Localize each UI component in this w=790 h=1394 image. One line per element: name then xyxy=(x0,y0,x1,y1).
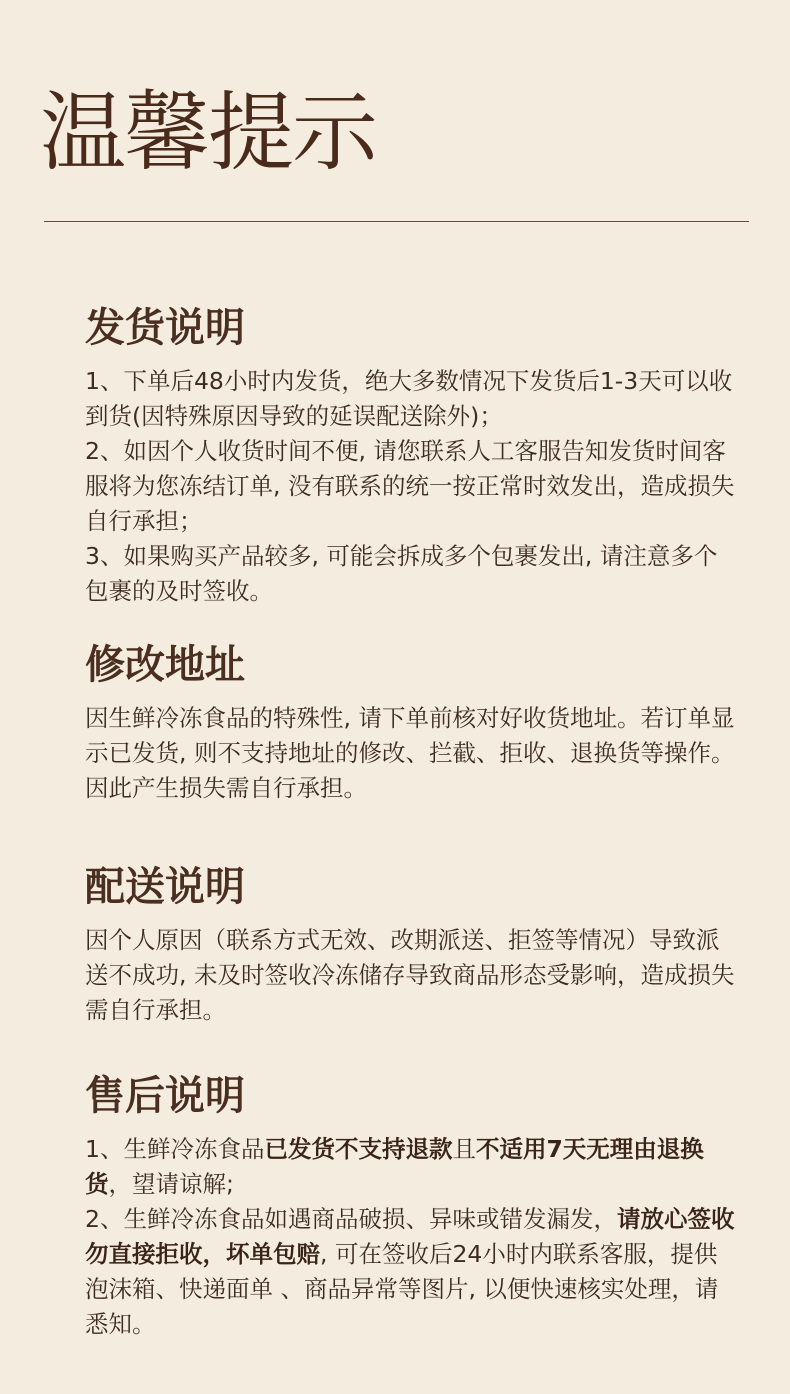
aftersale-l1-b: 已发货不支持退款 xyxy=(264,1135,453,1163)
shipping-line-3: 3、如果购买产品较多, 可能会拆成多个包裹发出, 请注意多个包裹的及时签收。 xyxy=(85,542,718,605)
page-title: 温馨提示 xyxy=(40,83,376,183)
address-section xyxy=(85,637,735,806)
aftersale-title: 售后说明 xyxy=(85,1073,245,1119)
aftersale-l1-a: 1、生鲜冷冻食品 xyxy=(85,1135,265,1163)
aftersale-section xyxy=(85,1068,735,1342)
delivery-body xyxy=(85,923,735,1028)
aftersale-l1-e: ，望请谅解; xyxy=(108,1170,234,1198)
delivery-title: 配送说明 xyxy=(85,864,245,910)
shipping-title: 发货说明 xyxy=(85,305,245,351)
aftersale-l1-c: 且 xyxy=(452,1135,476,1163)
aftersale-l2-c: , 可在签收后24小时内联系客服，提供泡沫箱、快递面单 、商品异常等图片, 以便快速核实处理，请悉知。 xyxy=(85,1240,719,1338)
shipping-line-2: 2、如因个人收货时间不便, 请您联系人工客服告知发货时间客服将为您冻结订单, 没有联系的统一按正常时效发出，造成损失自行承担； xyxy=(85,437,735,535)
address-body xyxy=(85,701,735,806)
aftersale-l2-b: 请放心签收 勿直接拒收，坏单包赔 xyxy=(85,1205,735,1268)
shipping-line-1: 1、下单后48小时内发货，绝大多数情况下发货后1-3天可以收到货(因特殊原因导致的延误配送除外)； xyxy=(85,367,733,430)
address-text: 因生鲜冷冻食品的特殊性, 请下单前核对好收货地址。若订单显示已发货, 则不支持地址的修改、拦截、拒收、退换货等操作。因此产生损失需自行承担。 xyxy=(85,704,735,802)
delivery-text: 因个人原因（联系方式无效、改期派送、拒签等情况）导致派送不成功, 未及时签收冷冻储存导致商品形态受影响，造成损失需自行承担。 xyxy=(85,926,735,1024)
shipping-body xyxy=(85,364,735,609)
aftersale-l2-a: 2、生鲜冷冻食品如遇商品破损、异味或错发漏发， xyxy=(85,1205,617,1233)
delivery-section xyxy=(85,859,735,1028)
address-title: 修改地址 xyxy=(85,642,245,688)
aftersale-line-2 xyxy=(85,1202,735,1342)
shipping-section xyxy=(85,300,735,609)
title-divider xyxy=(44,221,749,222)
aftersale-line-1 xyxy=(85,1132,735,1202)
aftersale-l1-d: 不适用7天无理由退换货 xyxy=(85,1135,704,1198)
aftersale-body xyxy=(85,1132,735,1342)
